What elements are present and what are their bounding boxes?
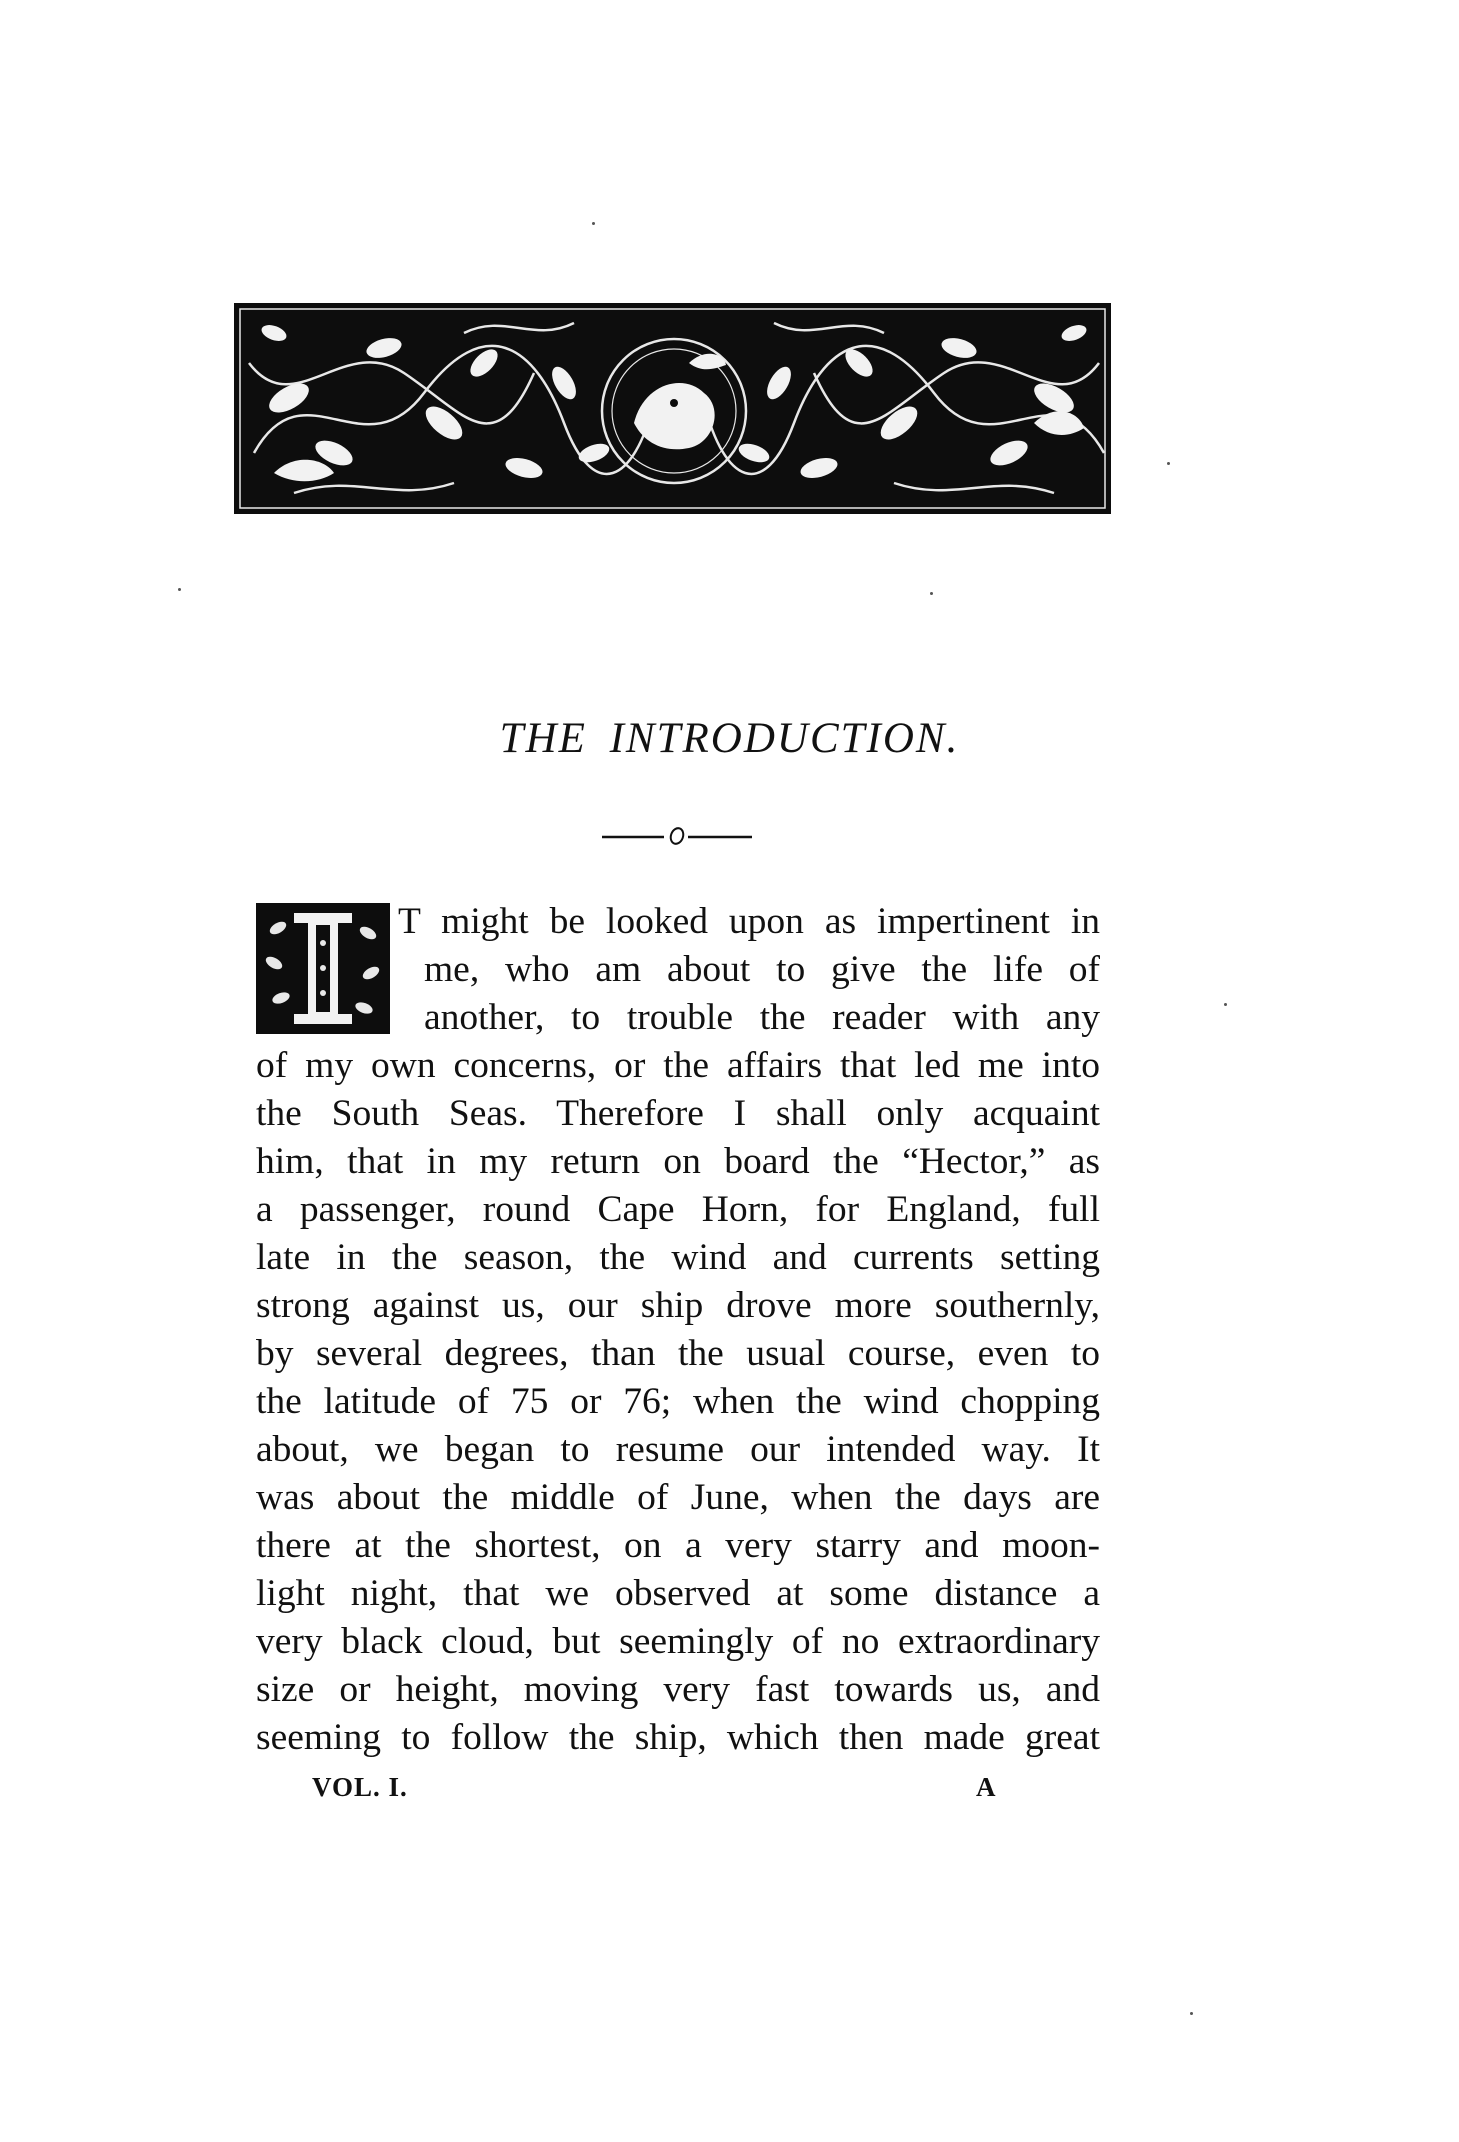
body-line: strong against us, our ship drove more southernly, bbox=[256, 1285, 1100, 1326]
ornamental-rule-icon bbox=[602, 826, 752, 846]
body-line: there at the shortest, on a very starry and moon- bbox=[256, 1525, 1100, 1566]
body-line: light night, that we observed at some distance a bbox=[256, 1573, 1100, 1614]
body-line: the South Seas. Therefore I shall only acquaint bbox=[256, 1093, 1100, 1134]
body-line: very black cloud, but seemingly of no extraordinary bbox=[256, 1621, 1100, 1662]
scan-speck bbox=[592, 222, 595, 225]
body-line: the latitude of 75 or 76; when the wind chopping bbox=[256, 1381, 1100, 1422]
body-line: a passenger, round Cape Horn, for England, full bbox=[256, 1189, 1100, 1230]
body-line: late in the season, the wind and currents setting bbox=[256, 1237, 1100, 1278]
scan-speck bbox=[1167, 462, 1170, 465]
body-line: me, who am about to give the life of bbox=[424, 949, 1100, 990]
body-line: was about the middle of June, when the days are bbox=[256, 1477, 1100, 1518]
floral-headpiece-icon bbox=[234, 303, 1111, 514]
body-line: T might be looked upon as impertinent in bbox=[398, 901, 1100, 942]
headpiece-ornament bbox=[234, 303, 1111, 514]
volume-signature: VOL. I. bbox=[312, 1772, 408, 1802]
body-line: about, we began to resume our intended way. It bbox=[256, 1429, 1100, 1470]
scan-speck bbox=[178, 588, 181, 591]
body-line: seeming to follow the ship, which then made great bbox=[256, 1717, 1100, 1758]
body-line: of my own concerns, or the affairs that led me into bbox=[256, 1045, 1100, 1086]
body-line: another, to trouble the reader with any bbox=[424, 997, 1100, 1038]
scan-speck bbox=[930, 592, 933, 595]
body-line: by several degrees, than the usual course, even to bbox=[256, 1333, 1100, 1374]
scan-speck bbox=[1190, 2012, 1193, 2015]
decorated-initial-icon bbox=[256, 903, 390, 1034]
scan-speck bbox=[1224, 1003, 1227, 1006]
body-line: size or height, moving very fast towards us, and bbox=[256, 1669, 1100, 1710]
chapter-title: THE INTRODUCTION. bbox=[499, 715, 960, 762]
drop-cap-initial bbox=[256, 903, 390, 1034]
sheet-mark: A bbox=[976, 1772, 996, 1802]
body-line: him, that in my return on board the “Hector,” as bbox=[256, 1141, 1100, 1182]
ornamental-rule bbox=[602, 826, 752, 846]
